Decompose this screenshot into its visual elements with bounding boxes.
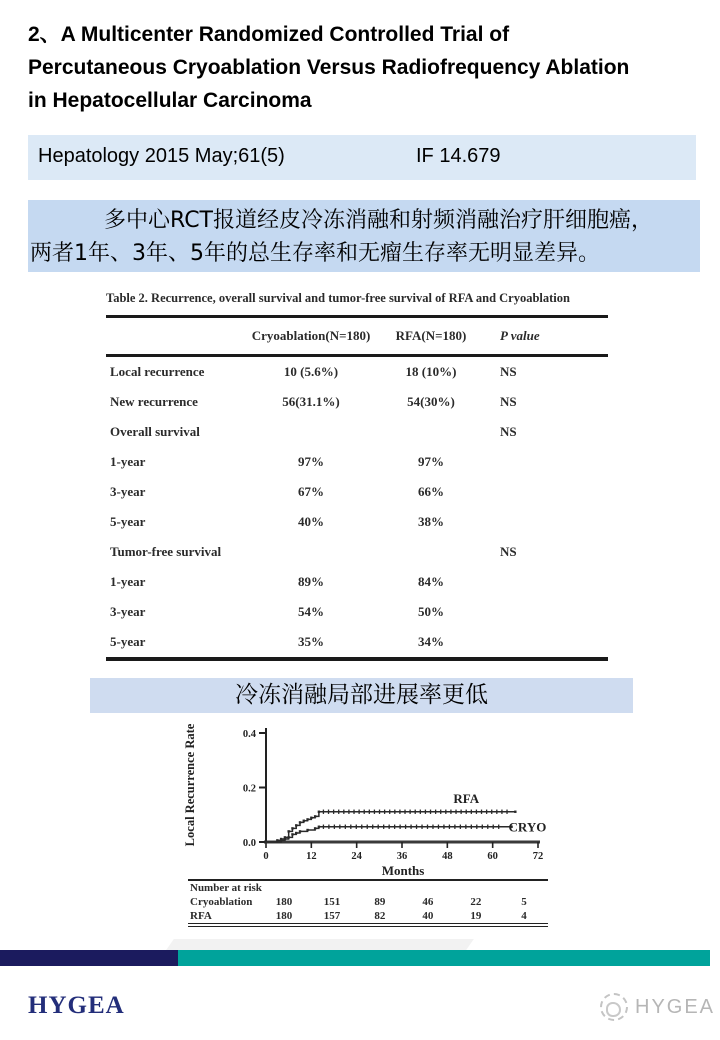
table-row: 1-year 97% 97% <box>110 454 444 469</box>
page-title <box>28 18 704 117</box>
table-row: Local recurrence 10 (5.6%) 18 (10%) NS <box>110 364 517 379</box>
svg-text:Months: Months <box>381 863 425 878</box>
table2-column-header: P value <box>500 328 540 343</box>
risk-table-row: RFA 180 157 82 40 19 4 <box>190 910 527 922</box>
svg-text:Local Recurrence Rate: Local Recurrence Rate <box>183 723 197 847</box>
footer-bar-teal <box>178 950 710 966</box>
impact-factor: IF 14.679 <box>416 145 501 167</box>
table-row: 3-year 54% 50% <box>110 604 444 619</box>
table-row: 1-year 89% 84% <box>110 574 444 589</box>
table-row: Tumor-free survival NS <box>110 544 517 559</box>
brand-logo-text: HYGEA <box>28 992 125 1019</box>
svg-text:12: 12 <box>306 851 317 862</box>
title-line-2: Percutaneous Cryoablation Versus Radiofrequency Ablation <box>28 56 630 79</box>
svg-text:0: 0 <box>263 851 269 862</box>
chart-heading: 冷冻消融局部进展率更低 <box>90 678 633 713</box>
svg-text:24: 24 <box>351 851 362 862</box>
series-cryo-curve <box>266 827 512 842</box>
risk-table-row: Cryoablation 180 151 89 46 22 5 <box>190 896 527 908</box>
local-recurrence-chart <box>180 722 560 878</box>
table-row: New recurrence 56(31.1%) 54(30%) NS <box>110 394 517 409</box>
summary-block <box>28 200 700 272</box>
svg-text:0.0: 0.0 <box>242 838 256 849</box>
svg-text:72: 72 <box>532 851 544 862</box>
watermark-text: HYGEA <box>635 995 716 1018</box>
title-line-1: 2、A Multicenter Randomized Controlled Trial of <box>28 23 510 46</box>
svg-text:0.2: 0.2 <box>242 783 256 795</box>
table2-figure <box>106 291 612 661</box>
summary-line-1: 多中心RCT报道经皮冷冻消融和射频消融治疗肝细胞癌， <box>104 208 653 233</box>
svg-text:36: 36 <box>396 851 408 862</box>
table-row: 3-year 67% 66% <box>110 484 444 499</box>
svg-text:60: 60 <box>487 851 498 862</box>
title-line-3: in Hepatocellular Carcinoma <box>28 89 312 112</box>
table-row: Overall survival NS <box>110 424 517 439</box>
km-chart-figure <box>180 722 560 934</box>
svg-text:CRYO: CRYO <box>508 819 547 835</box>
table2-column-header: RFA(N=180) <box>395 328 467 343</box>
risk-table-header: Number at risk <box>190 882 262 894</box>
watermark <box>600 993 715 1021</box>
decorative-swoosh <box>166 939 474 950</box>
summary-line-2: 两者1年、3年、5年的总生存率和无瘤生存率无明显差异。 <box>30 241 600 266</box>
svg-text:RFA: RFA <box>453 791 480 807</box>
journal-citation-bar <box>28 135 696 180</box>
svg-text:0.4: 0.4 <box>242 729 256 740</box>
table2-column-header: Cryoablation(N=180) <box>251 328 371 343</box>
table2 <box>106 315 608 661</box>
svg-text:48: 48 <box>442 851 453 862</box>
table2-caption: Table 2. Recurrence, overall survival and tumor-free survival of RFA and Cryoablation <box>106 291 570 305</box>
table-row: 5-year 35% 34% <box>106 627 608 659</box>
number-at-risk-table-wrap <box>188 879 548 927</box>
table2-column-header <box>106 317 246 356</box>
journal-citation: Hepatology 2015 May;61(5) <box>38 145 285 167</box>
hygea-logo-icon <box>600 993 628 1021</box>
table-row: 5-year 40% 38% <box>110 514 444 529</box>
number-at-risk-table <box>188 879 548 927</box>
footer-bar-navy <box>0 950 178 966</box>
